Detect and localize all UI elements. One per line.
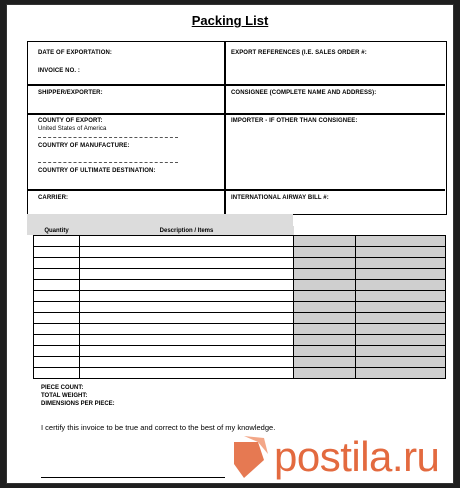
table-cell xyxy=(294,247,356,258)
table-cell xyxy=(34,280,80,291)
table-cell xyxy=(294,313,356,324)
table-cell xyxy=(80,269,294,280)
table-cell xyxy=(80,258,294,269)
table-cell xyxy=(294,357,356,368)
dashed-rule xyxy=(38,159,178,163)
certification-statement: I certify this invoice to be true and correct to the best of my knowledge. xyxy=(41,423,276,432)
table-cell xyxy=(34,357,80,368)
document-title: Packing List xyxy=(191,13,269,28)
table-cell xyxy=(80,335,294,346)
table-cell xyxy=(294,258,356,269)
export-references-field xyxy=(227,47,445,61)
column-header-description: Description / Items xyxy=(80,226,294,236)
table-cell xyxy=(294,335,356,346)
table-cell xyxy=(80,236,294,247)
table-row xyxy=(34,291,446,302)
table-cell xyxy=(356,357,446,368)
signature-line xyxy=(41,477,225,478)
table-row xyxy=(34,346,446,357)
table-cell xyxy=(294,236,356,247)
table-row xyxy=(34,236,446,247)
table-cell xyxy=(356,302,446,313)
carrier-label: CARRIER: xyxy=(38,195,69,201)
table-cell xyxy=(34,335,80,346)
total-weight-label: TOTAL WEIGHT: xyxy=(41,393,88,399)
watermark-logo-icon xyxy=(230,432,270,482)
table-cell xyxy=(80,368,294,379)
invoice-no-label: INVOICE NO. : xyxy=(38,67,80,74)
table-body xyxy=(34,236,446,379)
table-row xyxy=(34,269,446,280)
table-row xyxy=(34,280,446,291)
table-cell xyxy=(294,368,356,379)
table-cell xyxy=(34,291,80,302)
table-cell xyxy=(356,313,446,324)
divider xyxy=(28,189,445,191)
export-references-label: EXPORT REFERENCES (I.E. SALES ORDER #: xyxy=(231,50,367,56)
table-cell xyxy=(294,302,356,313)
column-header-blank xyxy=(356,226,446,236)
country-of-export-field xyxy=(34,115,224,178)
table-cell xyxy=(356,258,446,269)
table-cell xyxy=(356,247,446,258)
consignee-label: CONSIGNEE (COMPLETE NAME AND ADDRESS): xyxy=(231,90,377,96)
table-cell xyxy=(356,269,446,280)
table-cell xyxy=(80,247,294,258)
consignee-field xyxy=(227,87,445,101)
table-cell xyxy=(34,258,80,269)
packing-list-page xyxy=(6,4,454,484)
table-cell xyxy=(356,346,446,357)
table-cell xyxy=(356,236,446,247)
airway-bill-label: INTERNATIONAL AIRWAY BILL #: xyxy=(231,195,329,201)
table-cell xyxy=(294,346,356,357)
table-cell xyxy=(34,368,80,379)
table-cell xyxy=(356,368,446,379)
table-cell xyxy=(356,335,446,346)
table-cell xyxy=(34,269,80,280)
table-cell xyxy=(34,346,80,357)
piece-count-label: PIECE COUNT: xyxy=(41,385,84,391)
table-cell xyxy=(34,313,80,324)
table-row xyxy=(34,247,446,258)
date-of-exportation-field xyxy=(34,47,224,78)
shipper-exporter-field xyxy=(34,87,224,101)
table-cell xyxy=(80,346,294,357)
importer-label: IMPORTER - IF OTHER THAN CONSIGNEE: xyxy=(231,118,358,124)
table-cell xyxy=(80,302,294,313)
items-table-wrap xyxy=(33,226,446,379)
dimensions-label: DIMENSIONS PER PIECE: xyxy=(41,401,115,407)
column-header-quantity: Quantity xyxy=(34,226,80,236)
divider xyxy=(28,84,445,86)
header-grid xyxy=(27,41,447,215)
table-row xyxy=(34,258,446,269)
table-row xyxy=(34,357,446,368)
table-cell xyxy=(80,280,294,291)
table-row xyxy=(34,324,446,335)
table-cell xyxy=(34,236,80,247)
items-table xyxy=(33,226,446,379)
table-row xyxy=(34,335,446,346)
watermark xyxy=(230,432,456,482)
table-cell xyxy=(356,291,446,302)
table-cell xyxy=(34,247,80,258)
table-cell xyxy=(294,269,356,280)
airway-bill-field xyxy=(227,192,445,206)
table-header-row xyxy=(34,226,446,236)
table-cell xyxy=(80,324,294,335)
shipment-summary xyxy=(41,384,115,408)
table-cell xyxy=(80,357,294,368)
table-cell xyxy=(80,291,294,302)
column-header-blank xyxy=(294,226,356,236)
table-cell xyxy=(356,324,446,335)
table-cell xyxy=(356,280,446,291)
country-of-export-value: United States of America xyxy=(38,125,107,132)
table-cell xyxy=(34,302,80,313)
country-of-export-label: COUNTY OF EXPORT: xyxy=(38,118,103,124)
country-of-manufacture-label: COUNTRY OF MANUFACTURE: xyxy=(38,143,130,149)
table-cell xyxy=(34,324,80,335)
carrier-field xyxy=(34,192,224,206)
table-cell xyxy=(294,280,356,291)
shipper-exporter-label: SHIPPER/EXPORTER: xyxy=(38,90,103,96)
table-row xyxy=(34,313,446,324)
date-of-exportation-label: DATE OF EXPORTATION: xyxy=(38,50,112,56)
table-row xyxy=(34,368,446,379)
table-cell xyxy=(294,291,356,302)
country-of-destination-label: COUNTRY OF ULTIMATE DESTINATION: xyxy=(38,167,156,174)
table-cell xyxy=(80,313,294,324)
dashed-rule xyxy=(38,134,178,138)
importer-field xyxy=(227,115,445,129)
watermark-text: postila.ru xyxy=(274,433,440,480)
table-cell xyxy=(294,324,356,335)
table-row xyxy=(34,302,446,313)
